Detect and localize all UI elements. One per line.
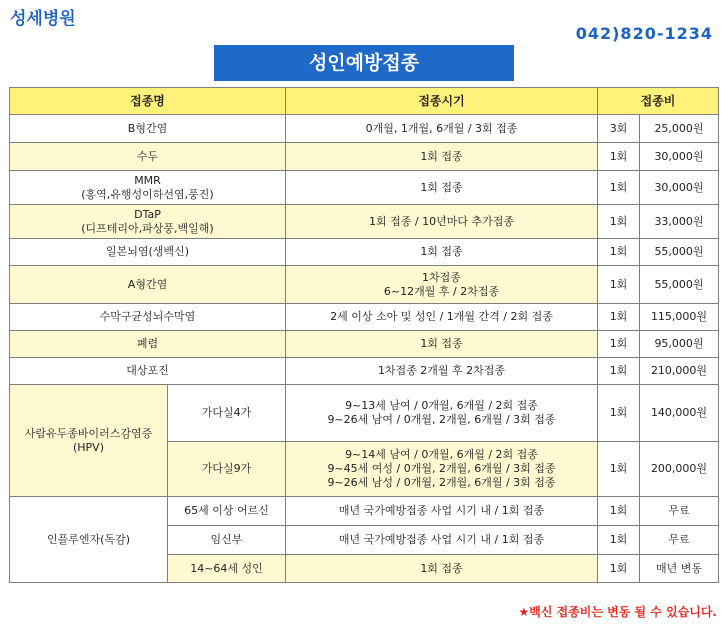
price-change-note: ★백신 접종비는 변동 될 수 있습니다.: [518, 605, 717, 619]
hospital-name: 성세병원: [10, 9, 76, 29]
timing-line: 9~14세 남여 / 0개월, 6개월 / 2회 접종: [345, 448, 538, 461]
vaccine-price: 115,000원: [640, 304, 719, 331]
sub-vaccine-name: 가다실4가: [168, 385, 286, 442]
table-row: [10, 497, 719, 526]
vaccine-price: 200,000원: [640, 442, 719, 497]
dose-count: 1회: [598, 442, 640, 497]
timing-line: 9~26세 남성 / 0개월, 2개월, 6개월 / 3회 접종: [327, 476, 556, 489]
vaccine-price: 55,000원: [640, 239, 719, 266]
timing-line: 9~45세 여성 / 0개월, 2개월, 6개월 / 3회 접종: [327, 462, 556, 475]
vaccine-price: 33,000원: [640, 205, 719, 239]
vaccine-timing: 1회 접종: [286, 143, 598, 171]
timing-line: 9~13세 남여 / 0개월, 6개월 / 2회 접종: [345, 399, 538, 412]
dose-count: 1회: [598, 385, 640, 442]
vaccine-price: 55,000원: [640, 266, 719, 304]
vaccine-price: 210,000원: [640, 358, 719, 385]
vaccine-price: 30,000원: [640, 171, 719, 205]
timing-line: 6~12개월 후 / 2차접종: [383, 284, 500, 298]
sub-vaccine-name: 14~64세 성인: [168, 555, 286, 583]
vaccine-timing: 0개월, 1개월, 6개월 / 3회 접종: [286, 115, 598, 143]
table-row: [10, 304, 719, 331]
vaccine-name: A형간염: [10, 266, 286, 304]
vaccine-timing: 1회 접종: [286, 555, 598, 583]
table-row: [10, 266, 719, 304]
timing-line: 9~26세 남여 / 0개월, 2개월, 6개월 / 3회 접종: [327, 413, 556, 426]
vaccine-price: 140,000원: [640, 385, 719, 442]
vaccine-price: 30,000원: [640, 143, 719, 171]
vaccine-timing: 매년 국가예방접종 사업 시기 내 / 1회 접종: [286, 526, 598, 555]
sub-vaccine-name: 가다실9가: [168, 442, 286, 497]
vaccine-timing: 1회 접종: [286, 171, 598, 205]
vaccine-price: 무료: [640, 526, 719, 555]
dose-count: 1회: [598, 239, 640, 266]
table-row: [10, 171, 719, 205]
vaccine-name: 폐렴: [10, 331, 286, 358]
col-header-cost: 접종비: [598, 88, 719, 115]
vaccine-name: 수막구균성뇌수막염: [10, 304, 286, 331]
vaccine-price: 95,000원: [640, 331, 719, 358]
dose-count: 1회: [598, 143, 640, 171]
vaccine-name-main: DTaP: [134, 207, 161, 221]
table-row: [10, 115, 719, 143]
vaccination-table: [9, 87, 719, 583]
vaccine-name-detail: (HPV): [72, 440, 104, 454]
dose-count: 1회: [598, 555, 640, 583]
vaccine-name-detail: (홍역,유행성이하선염,풍진): [81, 187, 214, 201]
vaccine-price: 매년 변동: [640, 555, 719, 583]
dose-count: 1회: [598, 497, 640, 526]
table-row: [10, 385, 719, 442]
vaccine-timing: [286, 385, 598, 442]
vaccine-name: 일본뇌염(생백신): [10, 239, 286, 266]
vaccine-name-detail: (디프테리아,파상풍,백일해): [81, 221, 214, 235]
dose-count: 1회: [598, 304, 640, 331]
vaccine-timing: 1차접종 2개월 후 2차접종: [286, 358, 598, 385]
col-header-timing: 접종시기: [286, 88, 598, 115]
dose-count: 1회: [598, 331, 640, 358]
vaccine-timing: 매년 국가예방접종 사업 시기 내 / 1회 접종: [286, 497, 598, 526]
vaccine-name-main: 사람유두종바이러스감염증: [24, 426, 153, 440]
dose-count: 3회: [598, 115, 640, 143]
flu-group-name: 인플루엔자(독감): [10, 497, 168, 583]
vaccine-timing: [286, 442, 598, 497]
vaccine-name: 수두: [10, 143, 286, 171]
dose-count: 1회: [598, 171, 640, 205]
vaccine-price: 25,000원: [640, 115, 719, 143]
sub-vaccine-name: 65세 이상 어르신: [168, 497, 286, 526]
dose-count: 1회: [598, 358, 640, 385]
vaccine-timing: 1회 접종: [286, 239, 598, 266]
timing-line: 1차접종: [422, 270, 461, 284]
table-row: [10, 143, 719, 171]
vaccine-name: [10, 171, 286, 205]
table-row: [10, 239, 719, 266]
vaccine-timing: 1회 접종: [286, 331, 598, 358]
vaccine-name-main: MMR: [134, 173, 161, 187]
vaccine-timing: [286, 266, 598, 304]
vaccine-price: 무료: [640, 497, 719, 526]
page-title: 성인예방접종: [214, 45, 514, 81]
vaccine-timing: 1회 접종 / 10년마다 추가접종: [286, 205, 598, 239]
table-row: [10, 358, 719, 385]
hpv-group-name: [10, 385, 168, 497]
vaccine-timing: 2세 이상 소아 및 성인 / 1개월 간격 / 2회 접종: [286, 304, 598, 331]
dose-count: 1회: [598, 205, 640, 239]
vaccine-name: [10, 205, 286, 239]
table-header-row: [10, 88, 719, 115]
table-row: [10, 331, 719, 358]
dose-count: 1회: [598, 266, 640, 304]
dose-count: 1회: [598, 526, 640, 555]
table-row: [10, 205, 719, 239]
col-header-name: 접종명: [10, 88, 286, 115]
vaccine-name: B형간염: [10, 115, 286, 143]
vaccine-name: 대상포진: [10, 358, 286, 385]
sub-vaccine-name: 임신부: [168, 526, 286, 555]
phone-number: 042)820-1234: [575, 24, 713, 43]
